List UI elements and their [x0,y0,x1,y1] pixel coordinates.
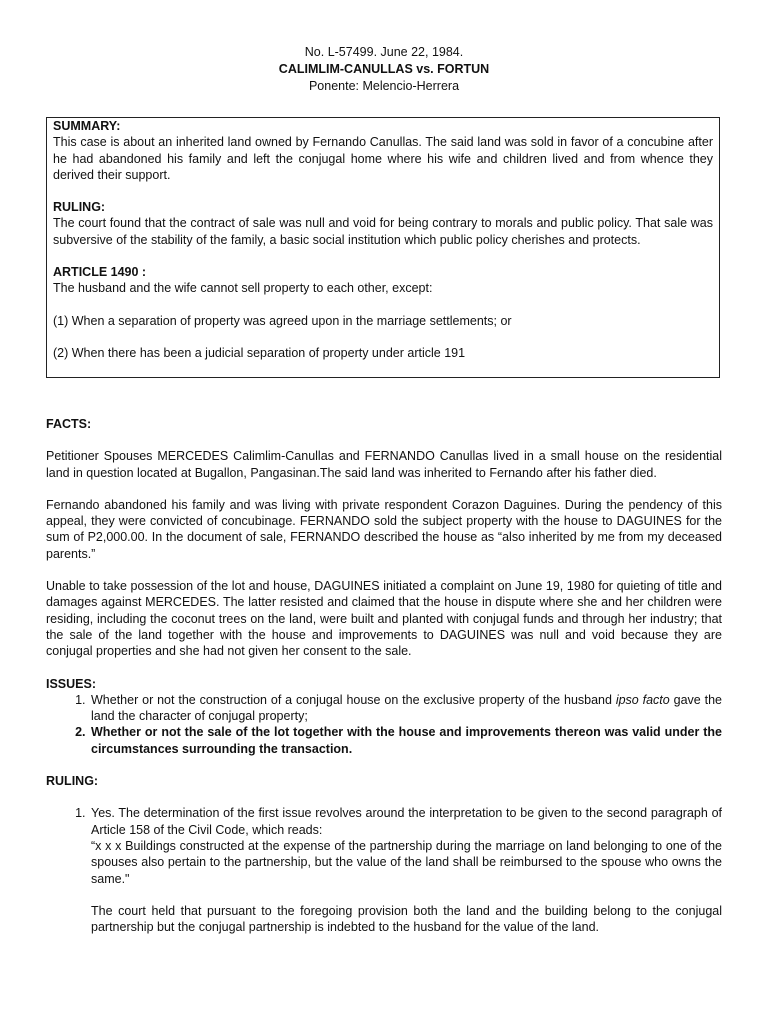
summary-heading: SUMMARY: [53,119,121,133]
issues-list [46,692,722,757]
facts-paragraph-3: Unable to take possession of the lot and house, DAGUINES initiated a complaint on June 19, 1980 for quieting of title and damages against MERCEDES. The latter resisted and claimed that the house in dispute where she and her children were residing, including the coconut trees on the land, were built and planted with conjugal funds and through her industry; that the sale of the land together with the house and improvements to DAGUINES was null and void because they are conjugal properties and she had not given her consent to the sale. [46,579,722,659]
article-heading: ARTICLE 1490 : [53,265,147,280]
ipso-facto-italic: ipso facto [615,692,670,707]
issue-item-1: 1. Whether or not the construction of a conjugal house on the exclusive property of the husband ipso facto gave the land the character of conjugal property; [89,692,722,725]
article-exception-2: (2) When there has been a judicial separation of property under article 191 [53,345,466,360]
ruling-heading: RULING: [46,774,99,789]
summary-box [46,117,720,378]
issues-heading: ISSUES: [46,676,97,691]
article-exception-1: (1) When a separation of property was agreed upon in the marriage settlements; or [53,313,512,328]
case-header [0,44,768,95]
facts-paragraph-2: Fernando abandoned his family and was living with private respondent Corazon Daguines. During the pendency of this appeal, they were convicted of concubinage. FERNANDO sold the subject property with the house to DAGUINES for the sum of P2,000.00. In the document of sale, FERNANDO described the house as “also inherited by me from my deceased parents.” [46,497,722,561]
ruling-list [46,805,722,935]
facts-heading: FACTS: [46,417,92,431]
ruling-held-text: The court held that pursuant to the foregoing provision both the land and the building belong to the conjugal partnership but the conjugal partnership is indebted to the husband for the value of the land. [91,903,722,935]
article-158-quote: “x x x Buildings constructed at the expense of the partnership during the marriage on land belonging to one of the spouses also pertain to the partnership, but the value of the land shall be reimbursed to the spouse who owns the same." [91,838,722,886]
box-ruling-text: The court found that the contract of sale was null and void for being contrary to morals and public policy. That sale was subversive of the stability of the family, a basic social institution which public policy cherishes and protects. [53,216,713,247]
box-ruling-heading: RULING: [53,200,106,215]
ruling-item-1 [89,805,722,935]
issue-item-2: 2. Whether or not the sale of the lot together with the house and improvements thereon was valid under the circumstances surrounding the transaction. [89,724,722,757]
document-body [46,416,722,935]
facts-paragraph-1: Petitioner Spouses MERCEDES Calimlim-Canullas and FERNANDO Canullas lived in a small house on the residential land in question located at Bugallon, Pangasinan.The said land was inherited to Fernando after his father died. [46,449,722,480]
case-number: No. L-57499. June 22, 1984. [304,45,464,59]
summary-text: This case is about an inherited land owned by Fernando Canullas. The said land was sold in favor of a concubine after he had abandoned his family and left the conjugal home where his wife and children lived and from whence they derived their support. [53,135,713,182]
article-text: The husband and the wife cannot sell property to each other, except: [53,281,433,296]
case-title: CALIMLIM-CANULLAS vs. FORTUN [278,62,490,76]
ruling-item-1-text: 1. Yes. The determination of the first issue revolves around the interpretation to be given to the second paragraph of Article 158 of the Civil Code, which reads: [91,806,722,837]
ponente: Ponente: Melencio-Herrera [308,79,460,93]
